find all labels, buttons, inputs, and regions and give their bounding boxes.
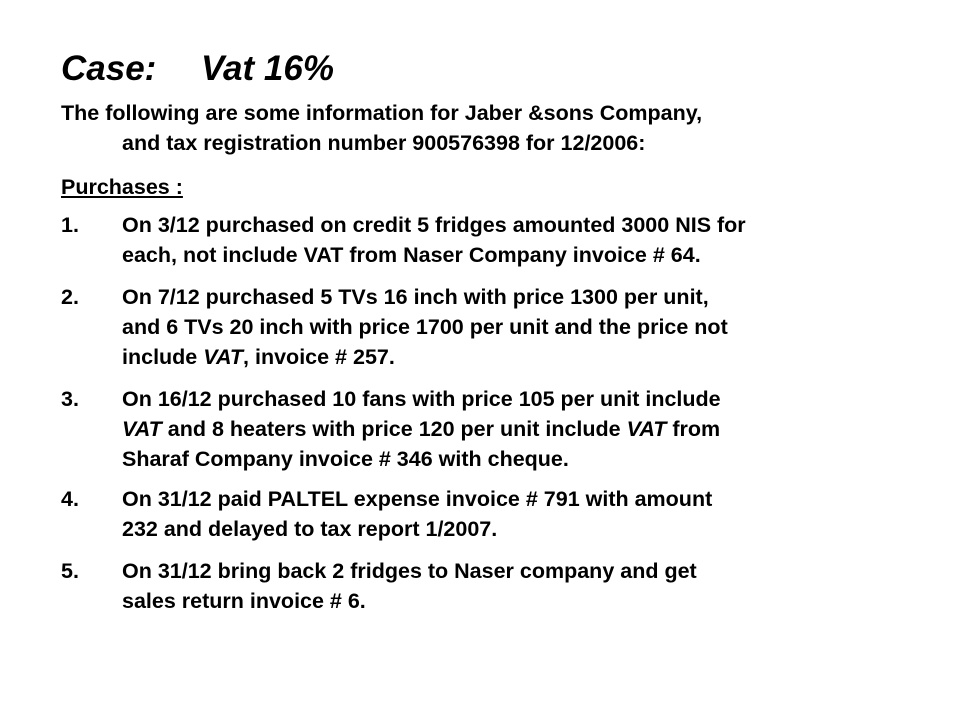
slide-title [61,48,334,90]
list-item-text [122,210,921,270]
list-item-text [122,384,921,474]
list-item-text [122,282,921,372]
list-item-line: sales return invoice # 6. [122,589,366,613]
list-item-line: Sharaf Company invoice # 346 with cheque. [122,447,569,471]
list-item [61,384,921,474]
list-item-line: VAT and 8 heaters with price 120 per unit include VAT from [122,417,721,441]
list-item-line: On 16/12 purchased 10 fans with price 105 per unit include [122,387,721,411]
title-label: Case: [61,49,157,88]
list-item-text [122,484,921,544]
list-item-number: 4. [61,487,79,511]
list-item-number: 1. [61,213,79,237]
list-item-line: On 7/12 purchased 5 TVs 16 inch with price 1300 per unit, [122,285,709,309]
list-item [61,484,921,544]
list-item-text [122,556,921,616]
list-item-line: 232 and delayed to tax report 1/2007. [122,517,498,541]
list-item-line: On 31/12 bring back 2 fridges to Naser company and get [122,559,697,583]
list-item [61,282,921,372]
list-item-line: include VAT, invoice # 257. [122,345,395,369]
list-item-line: and 6 TVs 20 inch with price 1700 per unit and the price not [122,315,728,339]
title-value: Vat 16% [201,49,334,88]
intro-line-2: and tax registration number 900576398 for 12/2006: [122,131,646,155]
list-item-number: 2. [61,285,79,309]
list-item [61,556,921,616]
list-item-line: each, not include VAT from Naser Company invoice # 64. [122,243,701,267]
list-item-line: On 3/12 purchased on credit 5 fridges amounted 3000 NIS for [122,213,746,237]
list-item-line: On 31/12 paid PALTEL expense invoice # 791 with amount [122,487,713,511]
purchases-heading: Purchases : [61,175,183,199]
intro-line-1: The following are some information for Jaber &sons Company, [61,101,703,125]
intro-paragraph [61,98,921,158]
list-item-number: 3. [61,387,79,411]
list-item [61,210,921,270]
list-item-number: 5. [61,559,79,583]
